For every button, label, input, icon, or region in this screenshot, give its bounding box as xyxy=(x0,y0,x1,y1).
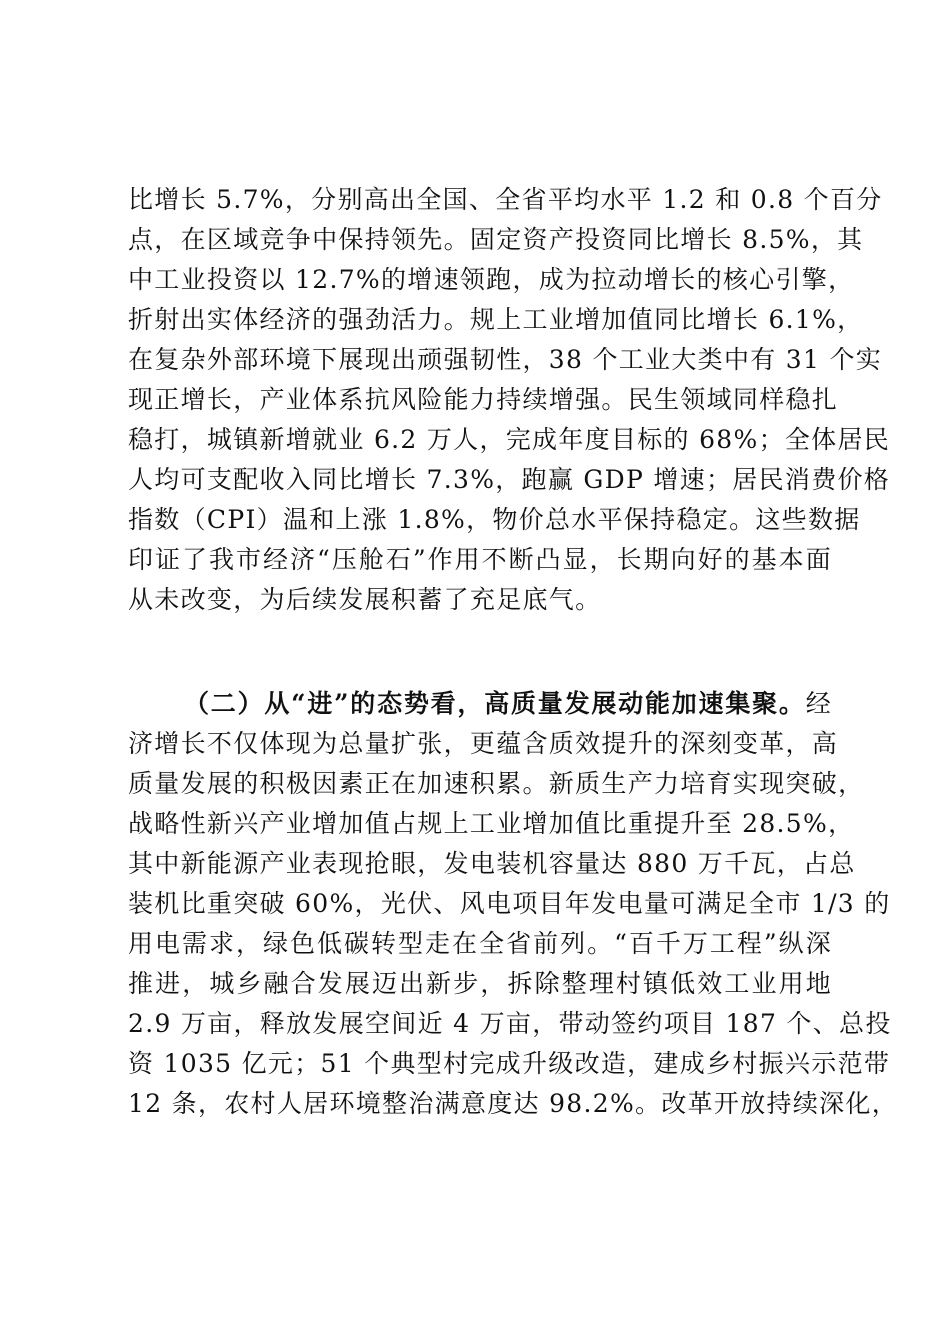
text-line: 战略性新兴产业增加值占规上工业增加值比重提升至 28.5%， xyxy=(128,809,855,838)
heading-continuation: 经 xyxy=(805,689,832,718)
text-line: 稳打，城镇新增就业 6.2 万人，完成年度目标的 68%；全体居民 xyxy=(128,425,891,454)
text-line: 比增长 5.7%，分别高出全国、全省平均水平 1.2 和 0.8 个百分 xyxy=(128,185,883,214)
text-line: 济增长不仅体现为总量扩张，更蕴含质效提升的深刻变革，高 xyxy=(128,729,839,758)
section-heading: （二）从“进”的态势看，高质量发展动能加速集聚。 xyxy=(184,689,806,718)
text-line: 指数（CPI）温和上涨 1.8%，物价总水平保持稳定。这些数据 xyxy=(128,505,861,534)
text-line: 装机比重突破 60%，光伏、风电项目年发电量可满足全市 1/3 的 xyxy=(128,889,891,918)
text-line: 印证了我市经济“压舱石”作用不断凸显，长期向好的基本面 xyxy=(128,545,832,574)
text-line: 2.9 万亩，释放发展空间近 4 万亩，带动签约项目 187 个、总投 xyxy=(128,1009,892,1038)
text-line: 推进，城乡融合发展迈出新步，拆除整理村镇低效工业用地 xyxy=(128,969,832,998)
text-line: 点，在区域竞争中保持领先。固定资产投资同比增长 8.5%，其 xyxy=(128,225,864,254)
text-line: 用电需求，绿色低碳转型走在全省前列。“百千万工程”纵深 xyxy=(128,929,832,958)
text-line: 其中新能源产业表现抢眼，发电装机容量达 880 万千瓦，占总 xyxy=(128,849,856,878)
text-line: 资 1035 亿元；51 个典型村完成升级改造，建成乡村振兴示范带 xyxy=(128,1049,891,1078)
text-line: 折射出实体经济的强劲活力。规上工业增加值同比增长 6.1%， xyxy=(128,305,864,334)
paragraph-high-quality-development xyxy=(128,684,899,1124)
text-line: 现正增长，产业体系抗风险能力持续增强。民生领域同样稳扎 xyxy=(128,385,839,414)
text-line: 人均可支配收入同比增长 7.3%，跑赢 GDP 增速；居民消费价格 xyxy=(128,465,891,494)
text-line: 从未改变，为后续发展积蓄了充足底气。 xyxy=(128,585,602,614)
text-line: 在复杂外部环境下展现出顽强韧性，38 个工业大类中有 31 个实 xyxy=(128,345,883,374)
text-line: 中工业投资以 12.7%的增速领跑，成为拉动增长的核心引擎， xyxy=(128,265,855,294)
paragraph-economic-stability xyxy=(128,180,891,620)
text-line: 12 条，农村人居环境整治满意度达 98.2%。改革开放持续深化， xyxy=(128,1089,899,1118)
section-heading-line xyxy=(128,684,832,724)
text-line: 质量发展的积极因素正在加速积累。新质生产力培育实现突破， xyxy=(128,769,865,798)
